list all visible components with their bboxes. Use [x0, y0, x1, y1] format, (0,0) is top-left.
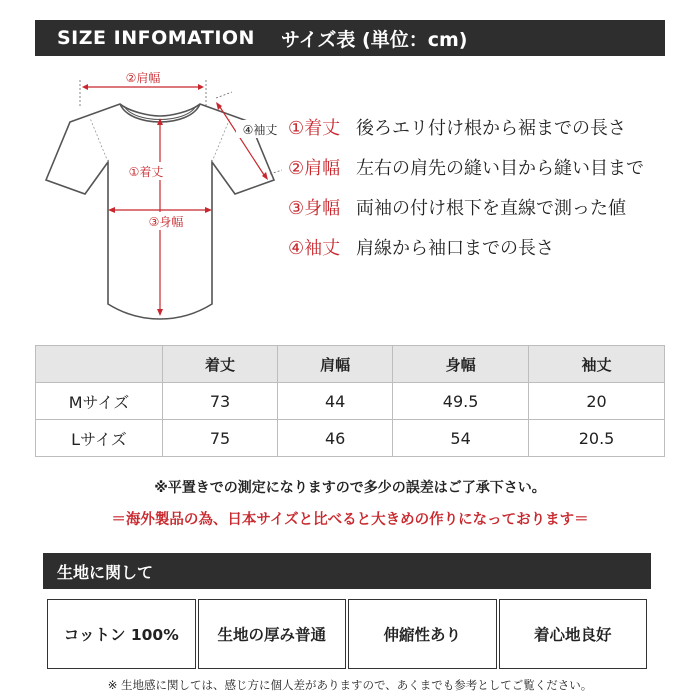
- fabric-attribute: 伸縮性あり: [348, 599, 497, 669]
- table-cell: 54: [393, 420, 529, 457]
- legend-term: ②肩幅: [288, 158, 341, 179]
- legend-row: [288, 234, 644, 274]
- header-title-jp: サイズ表 (単位：cm): [280, 28, 468, 51]
- column-header: 身幅: [393, 346, 529, 383]
- legend-term: ③身幅: [288, 198, 341, 219]
- column-header: 肩幅: [278, 346, 393, 383]
- table-corner: [36, 346, 163, 383]
- fabric-attribute: コットン 100%: [47, 599, 196, 669]
- body-width-label: ③身幅: [148, 215, 184, 229]
- table-cell: 75: [163, 420, 278, 457]
- header-title-en: SIZE INFOMATION: [57, 27, 255, 49]
- table-row: [36, 420, 665, 457]
- legend-desc: 左右の肩先の縫い目から縫い目まで: [356, 158, 644, 179]
- size-table: [35, 345, 665, 457]
- fabric-title: 生地に関して: [57, 562, 154, 582]
- measurement-legend: [288, 114, 644, 274]
- table-row: [36, 383, 665, 420]
- fabric-attribute: 着心地良好: [499, 599, 648, 669]
- length-label: ①着丈: [128, 165, 164, 179]
- size-warning: ＝海外製品の為、日本サイズと比べると大きめの作りになっております＝: [111, 512, 589, 528]
- table-cell: 44: [278, 383, 393, 420]
- column-header: 袖丈: [529, 346, 665, 383]
- legend-desc: 後ろエリ付け根から裾までの長さ: [356, 118, 626, 139]
- legend-row: [288, 154, 644, 194]
- sleeve-label: ④袖丈: [242, 123, 278, 137]
- table-cell: 20: [529, 383, 665, 420]
- table-cell: 49.5: [393, 383, 529, 420]
- tshirt-diagram: [30, 62, 290, 342]
- measurement-note: ※平置きでの測定になりますので多少の誤差はご了承下さい。: [154, 480, 546, 496]
- row-size-label: Mサイズ: [36, 383, 163, 420]
- legend-row: [288, 114, 644, 154]
- legend-desc: 肩線から袖口までの長さ: [356, 238, 554, 259]
- table-cell: 20.5: [529, 420, 665, 457]
- fabric-attribute: 生地の厚み普通: [198, 599, 347, 669]
- size-info-header: [35, 20, 665, 56]
- fabric-header: [43, 553, 651, 589]
- legend-row: [288, 194, 644, 234]
- fabric-attributes: [47, 599, 647, 669]
- table-header-row: [36, 346, 665, 383]
- fabric-footnote: ※ 生地感に関しては、感じ方に個人差がありますので、あくまでも参考としてご覧ください。: [107, 678, 593, 692]
- column-header: 着丈: [163, 346, 278, 383]
- table-cell: 46: [278, 420, 393, 457]
- table-cell: 73: [163, 383, 278, 420]
- legend-term: ④袖丈: [288, 238, 341, 259]
- row-size-label: Lサイズ: [36, 420, 163, 457]
- shoulder-label: ②肩幅: [125, 71, 161, 85]
- legend-term: ①着丈: [288, 118, 341, 139]
- legend-desc: 両袖の付け根下を直線で測った値: [356, 198, 626, 219]
